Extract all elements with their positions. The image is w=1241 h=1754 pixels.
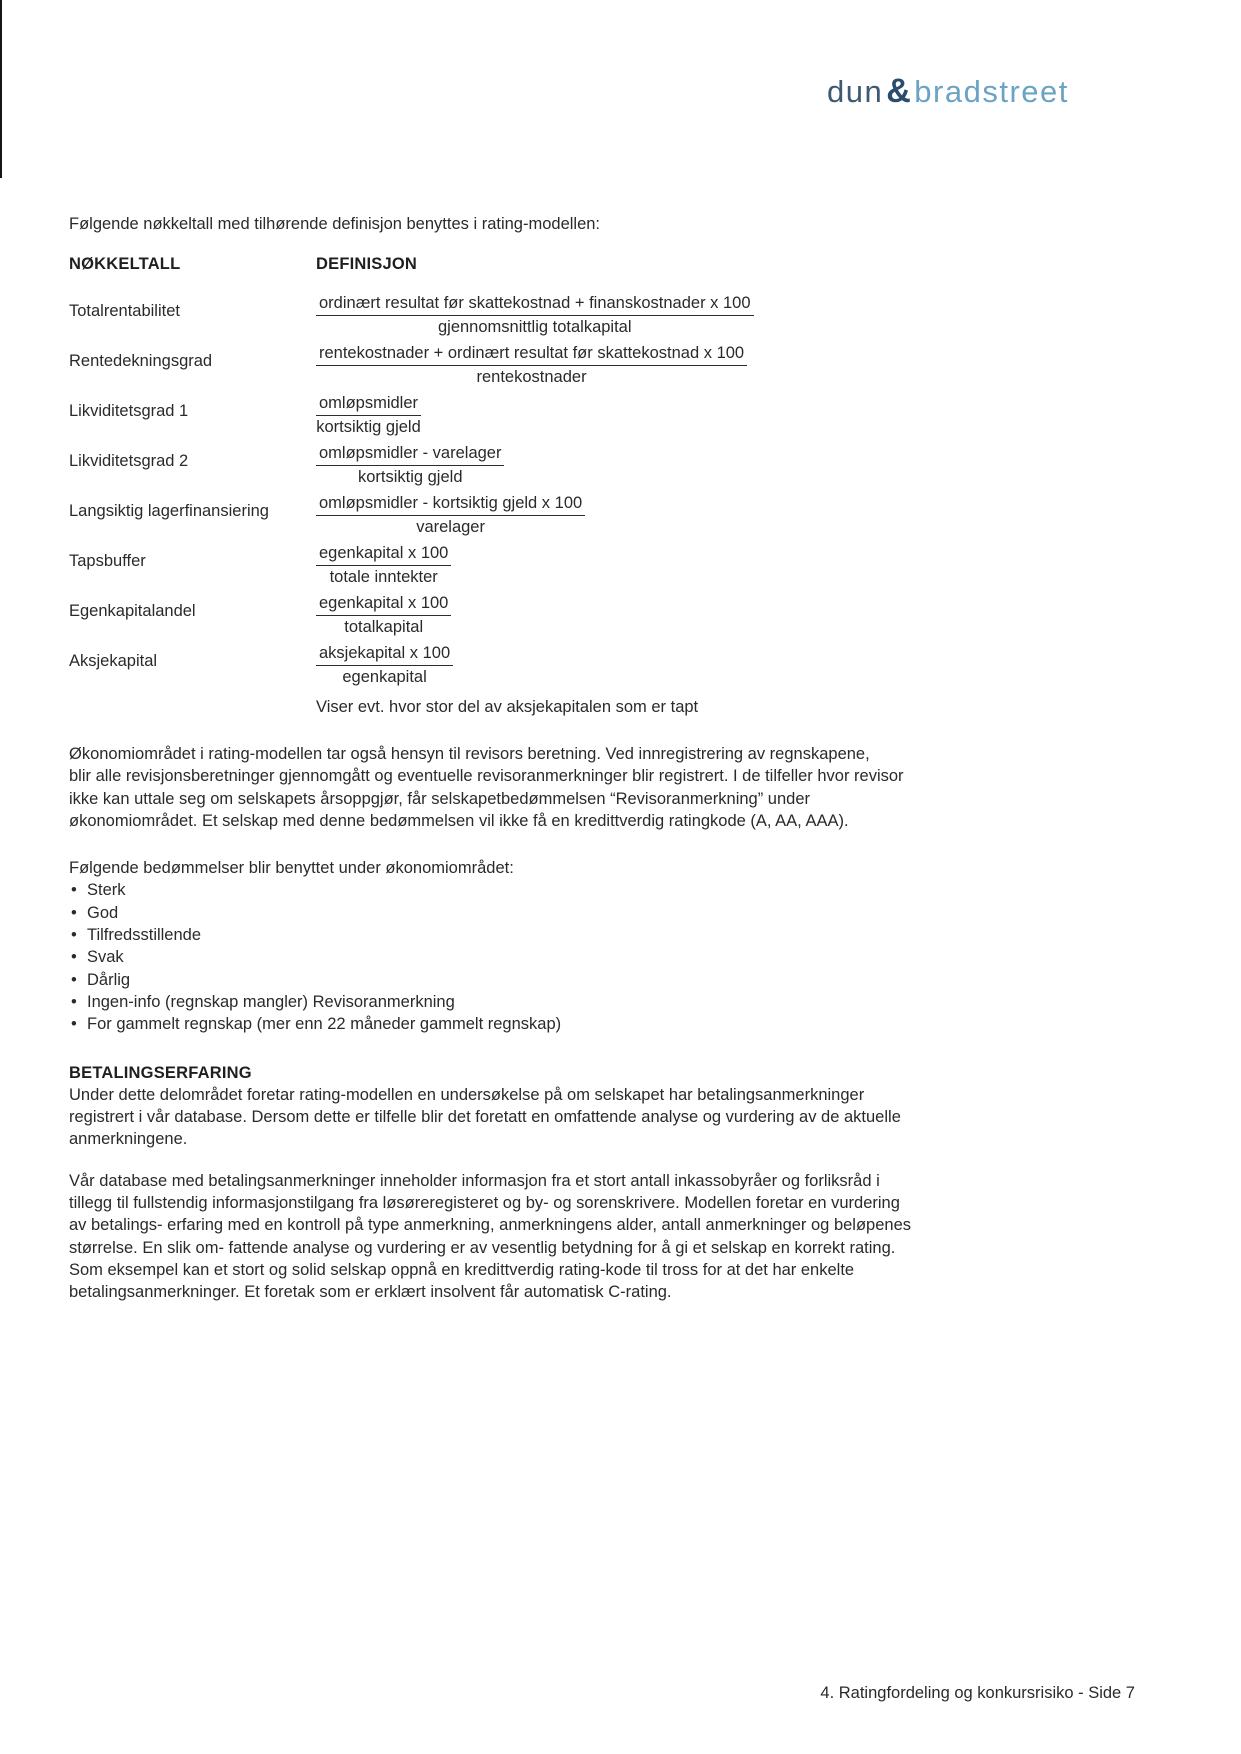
- assessment-item: [69, 902, 1141, 924]
- ratio-formula: [316, 493, 585, 538]
- paragraph-line: Økonomiområdet i rating-modellen tar også hensyn til revisors beretning. Ved innregistrering av regnskapene,: [69, 745, 870, 763]
- assessment-item: [69, 991, 1141, 1013]
- betalingserfaring-heading: BETALINGSERFARING: [69, 1063, 252, 1082]
- ratio-label: Rentedekningsgrad: [69, 352, 213, 370]
- formula-denominator: gjennomsnittlig totalkapital: [437, 318, 632, 336]
- assessment-item: [69, 1013, 1141, 1035]
- formula-denominator: varelager: [416, 518, 485, 536]
- formula-numerator: egenkapital x 100: [316, 543, 451, 566]
- formula-numerator: aksjekapital x 100: [316, 643, 453, 666]
- betalingserfaring-paragraph-1: [69, 1084, 1141, 1151]
- table-row: [69, 443, 1141, 488]
- aksjekapital-note: Viser evt. hvor stor del av aksjekapitalen som er tapt: [316, 698, 699, 716]
- paragraph-line: ikke kan uttale seg om selskapets årsoppgjør, får selskapetbedømmelsen “Revisoranmerkning” under: [69, 789, 811, 808]
- column-header-nokkeltall: NØKKELTALL: [69, 255, 181, 273]
- ratio-label: Aksjekapital: [69, 652, 158, 670]
- assessment-item-label: Ingen-info (regnskap mangler) Revisoranmerkning: [87, 992, 455, 1011]
- ratio-label: Totalrentabilitet: [69, 302, 180, 320]
- ratio-formula: [316, 393, 421, 438]
- formula-denominator: rentekostnader: [476, 368, 587, 386]
- logo-text-bradstreet: bradstreet: [914, 74, 1069, 109]
- assessment-item-label: Svak: [87, 948, 124, 967]
- assessment-item: [69, 879, 1141, 901]
- assessment-item: [69, 924, 1141, 946]
- economy-paragraph: [69, 743, 1141, 832]
- betalingserfaring-paragraph-2: [69, 1170, 1141, 1304]
- formula-numerator: ordinært resultat før skattekostnad + finanskostnader x 100: [316, 293, 754, 316]
- paragraph-line: Vår database med betalingsanmerkninger inneholder informasjon fra et stort antall inkassobyråer og forliksråd i: [69, 1171, 880, 1190]
- table-row: [69, 493, 1141, 538]
- formula-denominator: egenkapital: [342, 668, 427, 686]
- intro-text: Følgende nøkkeltall med tilhørende definisjon benyttes i rating-modellen:: [69, 215, 601, 233]
- assessment-item-label: For gammelt regnskap (mer enn 22 måneder gammelt regnskap): [87, 1015, 562, 1034]
- assessment-item: [69, 946, 1141, 968]
- ratio-label: Langsiktig lagerfinansiering: [69, 502, 269, 520]
- paragraph-line: størrelse. En slik om- fattende analyse og vurdering er av vesentlig betydning for å gi et selskap en korrekt rating.: [69, 1238, 896, 1257]
- paragraph-line: betalingsanmerkninger. Et foretak som er erklært insolvent får automatisk C-rating.: [69, 1283, 672, 1302]
- table-row: [69, 293, 1141, 338]
- assessment-list: [69, 879, 1141, 1035]
- table-row: [69, 543, 1141, 588]
- table-row: [69, 593, 1141, 638]
- formula-numerator: egenkapital x 100: [316, 593, 451, 616]
- paragraph-line: Under dette delområdet foretar rating-modellen en undersøkelse på om selskapet har betalingsanmerkninger: [69, 1085, 865, 1104]
- logo-ampersand-icon: &: [886, 72, 913, 110]
- table-row: [69, 643, 1141, 688]
- paragraph-line: blir alle revisjonsberetninger gjennomgått og eventuelle revisoranmerkninger blir registrert. I de tilfeller hvor revisor: [69, 767, 904, 786]
- paragraph-line: økonomiområdet. Et selskap med denne bedømmelsen vil ikke få en kredittverdig ratingkode (A, AA, AAA).: [69, 811, 849, 830]
- formula-numerator: omløpsmidler: [316, 393, 421, 416]
- assessments-intro: Følgende bedømmelser blir benyttet under økonomiområdet:: [69, 859, 514, 878]
- paragraph-line: tillegg til fullstendig informasjonstilgang fra løsøreregisteret og by- og sorenskrivere. Modellen foretar en vurdering: [69, 1194, 900, 1213]
- paragraph-line: registrert i vår database. Dersom dette er tilfelle blir det foretatt en omfattende analyse og vurdering av de aktuelle: [69, 1108, 901, 1127]
- formula-denominator: totalkapital: [344, 618, 424, 636]
- formula-denominator: kortsiktig gjeld: [357, 468, 463, 486]
- ratio-label: Egenkapitalandel: [69, 602, 196, 620]
- assessment-item: [69, 969, 1141, 991]
- page-footer: 4. Ratingfordeling og konkursrisiko - Side 7: [820, 1684, 1135, 1702]
- assessment-item-label: Tilfredsstillende: [87, 926, 202, 945]
- ratio-label: Likviditetsgrad 2: [69, 452, 189, 470]
- paragraph-line: av betalings- erfaring med en kontroll på type anmerkning, anmerkningens alder, antall anmerkninger og beløpenes: [69, 1216, 911, 1235]
- table-row: [69, 393, 1141, 438]
- formula-denominator: kortsiktig gjeld: [316, 418, 421, 436]
- ratios-table: [69, 255, 1141, 718]
- assessment-item-label: Dårlig: [87, 970, 131, 989]
- ratio-formula: [316, 543, 451, 588]
- ratio-formula: [316, 293, 754, 338]
- dun-bradstreet-logo: [827, 72, 1069, 111]
- ratio-label: Likviditetsgrad 1: [69, 402, 189, 420]
- ratio-formula: [316, 443, 504, 488]
- ratio-formula: [316, 643, 453, 688]
- formula-denominator: totale inntekter: [329, 568, 438, 586]
- paragraph-line: Som eksempel kan et stort og solid selskap oppnå en kredittverdig rating-kode til tross for at det har enkelte: [69, 1260, 855, 1279]
- logo-text-dun: dun: [827, 74, 884, 109]
- column-header-definisjon: DEFINISJON: [316, 255, 418, 273]
- assessment-item-label: Sterk: [87, 881, 126, 900]
- ratio-formula: [316, 343, 747, 388]
- formula-numerator: rentekostnader + ordinært resultat før skattekostnad x 100: [316, 343, 747, 366]
- formula-numerator: omløpsmidler - varelager: [316, 443, 504, 466]
- assessment-item-label: God: [87, 903, 119, 922]
- table-header-row: [69, 255, 1141, 274]
- ratio-formula: [316, 593, 451, 638]
- paragraph-line: anmerkningene.: [69, 1130, 188, 1149]
- formula-numerator: omløpsmidler - kortsiktig gjeld x 100: [316, 493, 585, 516]
- scan-artifact-line: [0, 0, 2, 178]
- table-row: [69, 343, 1141, 388]
- ratio-label: Tapsbuffer: [69, 552, 146, 570]
